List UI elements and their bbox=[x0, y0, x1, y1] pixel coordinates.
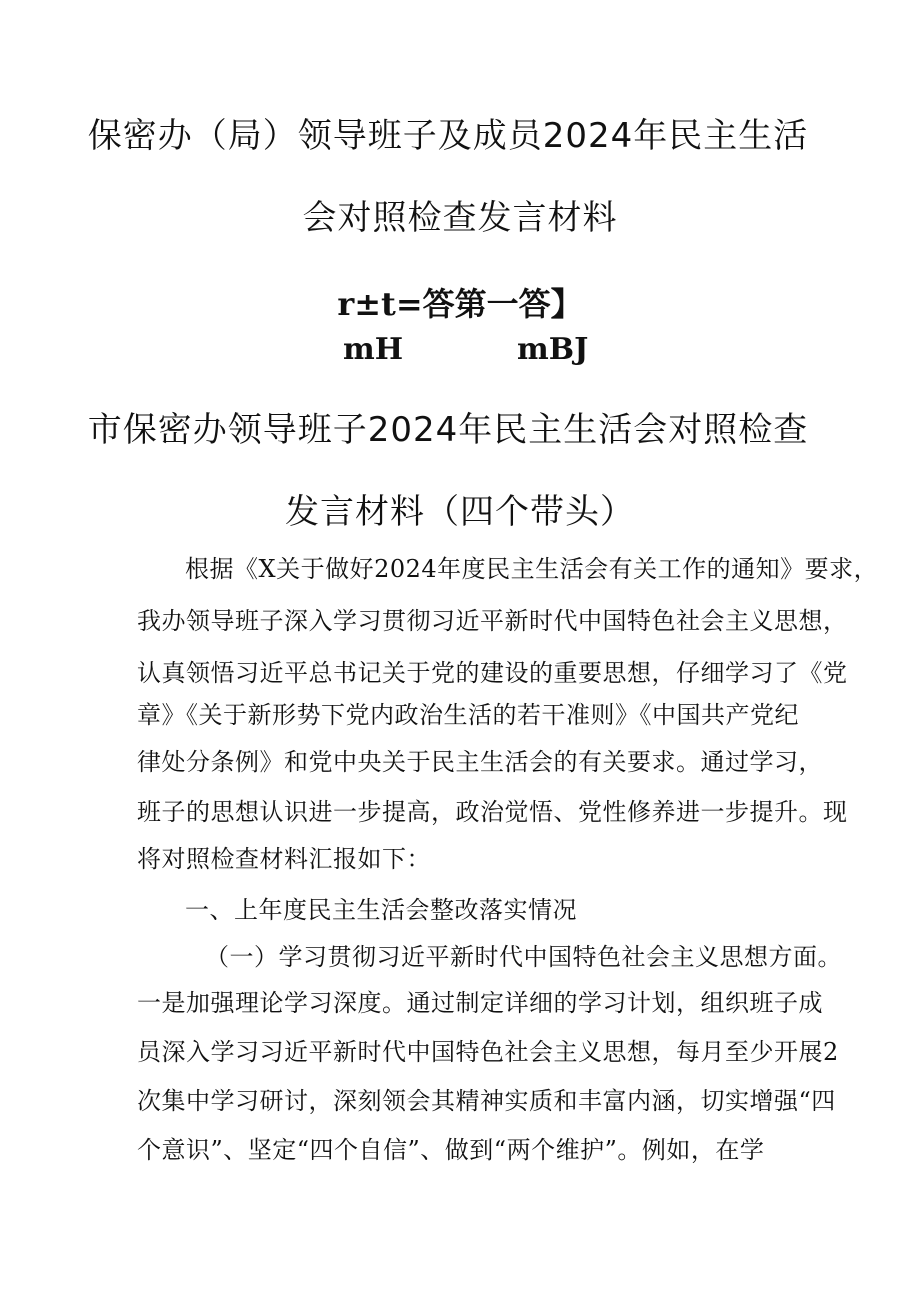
paragraph-line: 次集中学习研讨，深刻领会其精神实质和丰富内涵，切实增强“四 bbox=[137, 1087, 836, 1115]
document-subtitle-line-2: 发言材料（四个带头） bbox=[285, 492, 635, 532]
paragraph-line: 将对照检查材料汇报如下： bbox=[137, 845, 431, 873]
document-subtitle-line-1: 市保密办领导班子2024年民主生活会对照检查 bbox=[87, 410, 809, 450]
paragraph-line: 根据《X关于做好2024年度民主生活会有关工作的通知》要求， bbox=[185, 555, 879, 583]
paragraph-line: 章》《关于新形势下党内政治生活的若干准则》《中国共产党纪 bbox=[137, 701, 799, 729]
section-heading: 一、上年度民主生活会整改落实情况 bbox=[185, 896, 577, 924]
paragraph-line: 我办领导班子深入学习贯彻习近平新时代中国特色社会主义思想， bbox=[137, 607, 848, 635]
document-title-line-1: 保密办（局）领导班子及成员2024年民主生活 bbox=[87, 116, 809, 156]
paragraph-line: 律处分条例》和党中央关于民主生活会的有关要求。通过学习， bbox=[137, 748, 823, 776]
paragraph-line: （一）学习贯彻习近平新时代中国特色社会主义思想方面。 bbox=[205, 943, 842, 971]
garbled-text-right: mBJ bbox=[517, 332, 589, 367]
garbled-text-left: mH bbox=[343, 332, 404, 367]
document-title-line-2: 会对照检查发言材料 bbox=[302, 198, 618, 238]
paragraph-line: 员深入学习习近平新时代中国特色社会主义思想，每月至少开展2 bbox=[137, 1038, 839, 1066]
paragraph-line: 一是加强理论学习深度。通过制定详细的学习计划，组织班子成 bbox=[137, 989, 823, 1017]
paragraph-line: 班子的思想认识进一步提高，政治觉悟、党性修养进一步提升。现 bbox=[137, 798, 848, 826]
paragraph-line: 认真领悟习近平总书记关于党的建设的重要思想，仔细学习了《党 bbox=[137, 659, 848, 687]
paragraph-line: 个意识”、坚定“四个自信”、做到“两个维护”。例如，在学 bbox=[137, 1136, 765, 1164]
garbled-text-line: r±t=答第一答】 bbox=[337, 285, 583, 323]
